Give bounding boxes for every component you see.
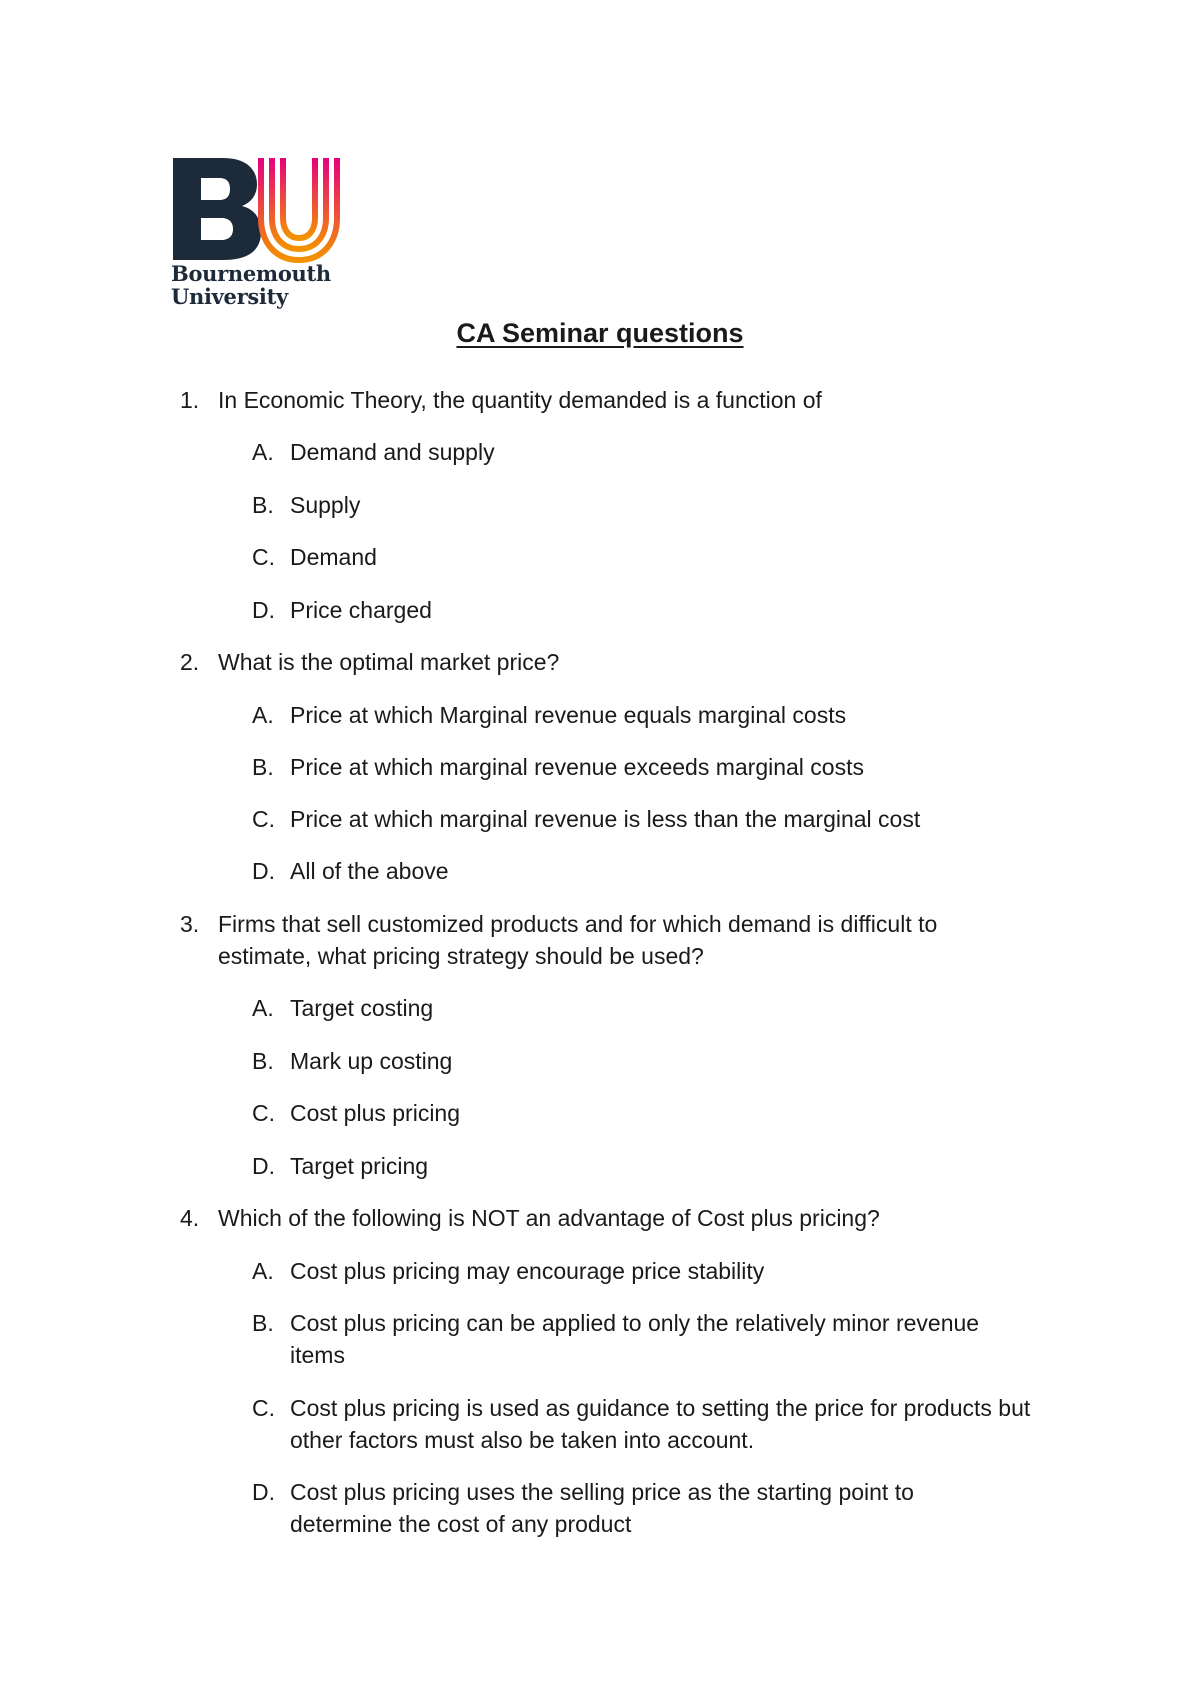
question-number: 3. [180, 911, 200, 937]
option-text: Price at which marginal revenue exceeds marginal costs [290, 754, 864, 780]
option-letter: B. [252, 492, 274, 518]
page-title: CA Seminar questions [456, 318, 744, 348]
question-2-option-c [252, 803, 1052, 835]
question-number: 2. [180, 649, 200, 675]
question-3-option-a [252, 992, 1052, 1024]
question-4-option-a [252, 1255, 1052, 1287]
option-letter: B. [252, 1048, 274, 1074]
question-number: 4. [180, 1205, 200, 1231]
logo-wordmark [171, 262, 331, 308]
question-2-option-d [252, 855, 1052, 887]
option-letter: A. [252, 995, 274, 1021]
question-2-option-a [252, 699, 1052, 731]
option-letter: A. [252, 702, 274, 728]
question-3-option-c [252, 1097, 1052, 1129]
option-text: Price at which marginal revenue is less than the marginal cost [290, 806, 921, 832]
question-4-option-b [252, 1307, 1032, 1371]
logo-line-2: University [171, 284, 288, 309]
question-1-option-c [252, 541, 1052, 573]
option-letter: B. [252, 754, 274, 780]
option-letter: C. [252, 1100, 275, 1126]
question-1-option-b [252, 489, 1052, 521]
option-letter: D. [252, 597, 275, 623]
option-letter: D. [252, 1153, 275, 1179]
question-text: In Economic Theory, the quantity demanded is a function of [218, 387, 822, 413]
option-text: Cost plus pricing [290, 1100, 461, 1126]
question-1 [180, 384, 1010, 416]
option-text: Target pricing [290, 1153, 429, 1179]
option-letter: C. [252, 1395, 275, 1421]
option-text: Cost plus pricing may encourage price stability [290, 1258, 765, 1284]
question-1-option-a [252, 436, 1052, 468]
option-text: Price at which Marginal revenue equals marginal costs [290, 702, 847, 728]
option-text: Cost plus pricing can be applied to only the relatively minor revenue items [290, 1310, 980, 1368]
question-3 [180, 908, 980, 972]
option-letter: B. [252, 1310, 274, 1336]
option-text: Mark up costing [290, 1048, 453, 1074]
option-text: Target costing [290, 995, 434, 1021]
bu-logo-mark [171, 156, 341, 266]
question-4-option-c [252, 1392, 1052, 1456]
question-3-option-d [252, 1150, 1052, 1182]
option-letter: A. [252, 439, 274, 465]
option-letter: C. [252, 806, 275, 832]
question-number: 1. [180, 387, 200, 413]
option-letter: C. [252, 544, 275, 570]
question-4-option-d [252, 1476, 992, 1540]
option-letter: D. [252, 858, 275, 884]
option-text: Price charged [290, 597, 432, 623]
logo-line-1: Bournemouth [171, 261, 331, 286]
question-2-option-b [252, 751, 1052, 783]
question-text: What is the optimal market price? [218, 649, 560, 675]
question-2 [180, 646, 1010, 678]
option-letter: D. [252, 1479, 275, 1505]
question-text: Which of the following is NOT an advantage of Cost plus pricing? [218, 1205, 880, 1231]
option-text: Cost plus pricing uses the selling price as the starting point to determine the cost of any product [290, 1479, 914, 1537]
option-text: Cost plus pricing is used as guidance to setting the price for products but other factors must also be taken into account. [290, 1395, 1031, 1453]
option-letter: A. [252, 1258, 274, 1284]
option-text: Supply [290, 492, 361, 518]
question-3-option-b [252, 1045, 1052, 1077]
question-1-option-d [252, 594, 1052, 626]
option-text: Demand and supply [290, 439, 495, 465]
option-text: Demand [290, 544, 377, 570]
question-text: Firms that sell customized products and for which demand is difficult to estimate, what pricing strategy should be used? [218, 911, 938, 969]
option-text: All of the above [290, 858, 449, 884]
question-4 [180, 1202, 1010, 1234]
